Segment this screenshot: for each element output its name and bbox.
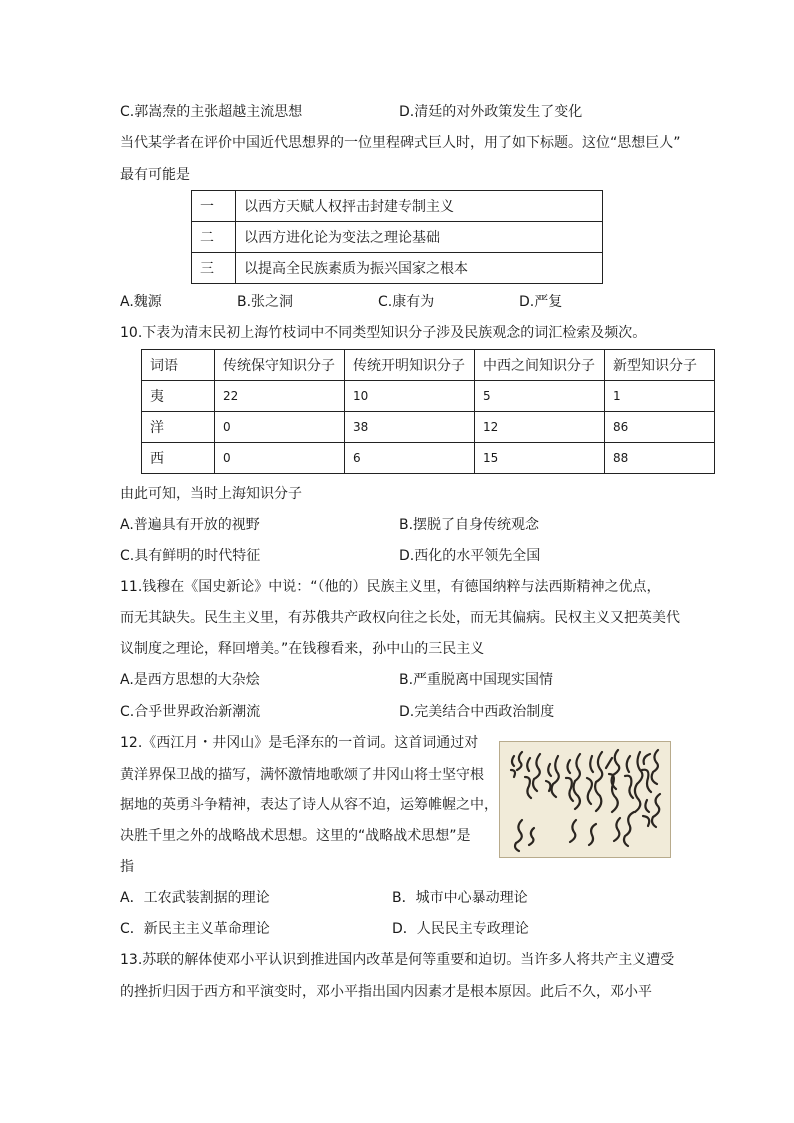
question-stem: 12.《西江月・井冈山》是毛泽东的一首词。这首词通过对: [120, 735, 479, 751]
table-cell: 5: [475, 381, 605, 412]
option-a: A．工农武装割据的理论: [120, 890, 270, 906]
table-cell: 以西方天赋人权抨击封建专制主义: [236, 191, 603, 222]
table-cell: 15: [475, 443, 605, 474]
table-row: [142, 443, 715, 474]
option-d: D.西化的水平领先全国: [399, 548, 541, 564]
table-header: 中西之间知识分子: [475, 350, 605, 381]
table-header-row: [142, 350, 715, 381]
option-b: B.严重脱离中国现实国情: [399, 672, 554, 688]
table-cell: 12: [475, 412, 605, 443]
table-cell: 88: [605, 443, 715, 474]
table-cell: 西: [142, 443, 215, 474]
option-c: C.具有鲜明的时代特征: [120, 548, 261, 564]
option-c: C.郭嵩焘的主张超越主流思想: [120, 104, 303, 120]
calligraphy-image: [499, 741, 671, 858]
table-cell: 10: [345, 381, 475, 412]
table-row: [192, 191, 603, 222]
question-stem: 的挫折归因于西方和平演变时，邓小平指出国内因素才是根本原因。此后不久，邓小平: [120, 984, 652, 1000]
option-d: D．人民民主专政理论: [392, 921, 529, 937]
option-b: B.张之洞: [237, 294, 294, 310]
table-row: [192, 222, 603, 253]
question-stem: 当代某学者在评价中国近代思想界的一位里程碑式巨人时，用了如下标题。这位“思想巨人”: [120, 135, 681, 151]
table-cell: 0: [215, 412, 345, 443]
table-cell: 38: [345, 412, 475, 443]
table-row: [142, 412, 715, 443]
option-c: C.康有为: [378, 294, 435, 310]
question-stem: 指: [120, 859, 134, 875]
calligraphy-scroll: [500, 742, 671, 858]
table-cell: 86: [605, 412, 715, 443]
question-stem: 决胜千里之外的战略战术思想。这里的“战略战术思想”是: [120, 828, 471, 844]
option-a: A.魏源: [120, 294, 162, 310]
question-stem: 13.苏联的解体使邓小平认识到推进国内改革是何等重要和迫切。当许多人将共产主义遭受: [120, 952, 675, 968]
question-stem: 议制度之理论，释回增美。”在钱穆看来，孙中山的三民主义: [120, 641, 485, 657]
option-c: C.合乎世界政治新潮流: [120, 704, 261, 720]
question-stem: 10.下表为清末民初上海竹枝词中不同类型知识分子涉及民族观念的词汇检索及频次。: [120, 325, 647, 341]
table-header: 新型知识分子: [605, 350, 715, 381]
table-cell: 以西方进化论为变法之理论基础: [236, 222, 603, 253]
question-stem: 最有可能是: [120, 167, 190, 183]
question-text: 由此可知，当时上海知识分子: [120, 486, 302, 502]
table-cell: 三: [192, 253, 236, 284]
table-cell: 0: [215, 443, 345, 474]
frequency-table: [141, 349, 715, 474]
table-cell: 夷: [142, 381, 215, 412]
table-cell: 1: [605, 381, 715, 412]
table-row: [192, 253, 603, 284]
table-header: 词语: [142, 350, 215, 381]
option-a: A.是西方思想的大杂烩: [120, 672, 260, 688]
table-cell: 22: [215, 381, 345, 412]
table-cell: 以提高全民族素质为振兴国家之根本: [236, 253, 603, 284]
table-header: 传统保守知识分子: [215, 350, 345, 381]
option-b: B．城市中心暴动理论: [392, 890, 528, 906]
question-stem: 黄洋界保卫战的描写，满怀激情地歌颂了井冈山将士坚守根: [120, 767, 484, 783]
table-cell: 一: [192, 191, 236, 222]
table-cell: 二: [192, 222, 236, 253]
option-c: C．新民主主义革命理论: [120, 921, 270, 937]
thinker-table: [191, 190, 603, 284]
table-cell: 洋: [142, 412, 215, 443]
option-b: B.摆脱了自身传统观念: [399, 517, 540, 533]
table-header: 传统开明知识分子: [345, 350, 475, 381]
option-d: D.完美结合中西政治制度: [399, 704, 555, 720]
question-stem: 据地的英勇斗争精神，表达了诗人从容不迫，运筹帷幄之中，: [120, 797, 498, 813]
table-row: [142, 381, 715, 412]
option-a: A.普遍具有开放的视野: [120, 517, 260, 533]
option-d: D.清廷的对外政策发生了变化: [399, 104, 583, 120]
question-stem: 11.钱穆在《国史新论》中说：“（他的）民族主义里，有德国纳粹与法西斯精神之优点，: [120, 579, 661, 595]
question-stem: 而无其缺失。民生主义里，有苏俄共产政权向往之长处，而无其偏病。民权主义又把英美代: [120, 610, 680, 626]
table-cell: 6: [345, 443, 475, 474]
option-d: D.严复: [519, 294, 563, 310]
